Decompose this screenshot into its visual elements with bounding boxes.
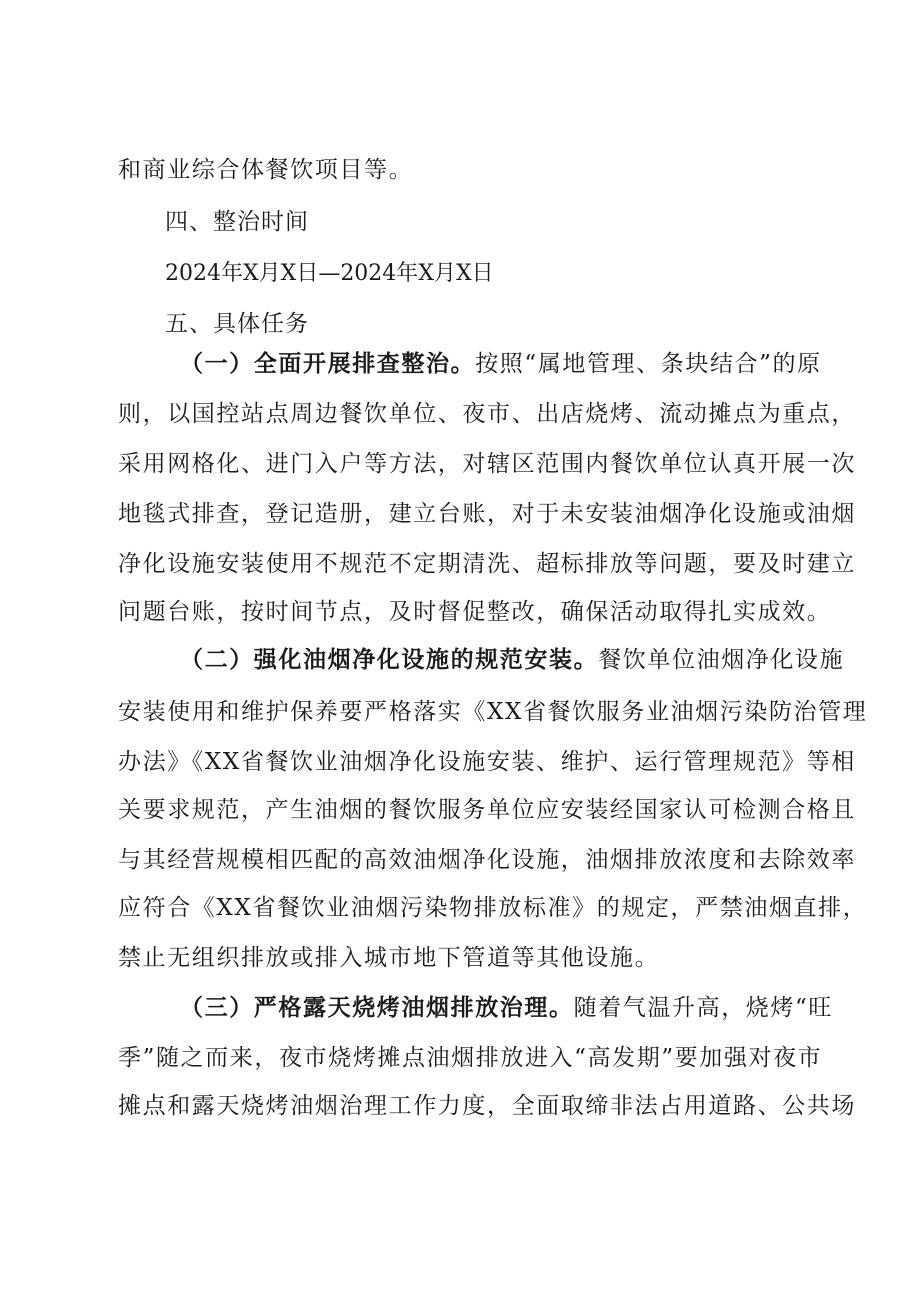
task3-line1-rest: 随着气温升高，烧烤“旺 bbox=[573, 995, 833, 1021]
task1-line1-rest: 按照“属地管理、条块结合”的原 bbox=[475, 351, 822, 377]
task2-line5: 与其经营规模相匹配的高效油烟净化设施，油烟排放浓度和去除效率 bbox=[118, 847, 856, 873]
task2-line1-rest: 餐饮单位油烟净化设施 bbox=[598, 647, 845, 673]
section4-time-range: 2024年X月X日—2024年X月X日 bbox=[165, 261, 494, 286]
task2-line4: 关要求规范，产生油烟的餐饮服务单位应安装经国家认可检测合格且 bbox=[118, 797, 856, 823]
task1-line2: 则，以国控站点周边餐饮单位、夜市、出店烧烤、流动摊点为重点， bbox=[118, 401, 856, 427]
task1-line4: 地毯式排查，登记造册，建立台账，对于未安装油烟净化设施或油烟 bbox=[118, 501, 856, 527]
task2-line2: 安装使用和维护保养要严格落实《XX省餐饮服务业油烟污染防治管理 bbox=[118, 699, 868, 725]
task1-line5: 净化设施安装使用不规范不定期清洗、超标排放等问题，要及时建立 bbox=[118, 551, 856, 577]
task2-line1 bbox=[0, 644, 920, 676]
section4-heading: 四、整治时间 bbox=[165, 209, 309, 235]
task2-line6: 应符合《XX省餐饮业油烟污染物排放标准》的规定，严禁油烟直排， bbox=[118, 895, 868, 921]
task1-line6: 问题台账，按时间节点，及时督促整改，确保活动取得扎实成效。 bbox=[118, 599, 832, 625]
task2-title: （二）强化油烟净化设施的规范安装。 bbox=[180, 647, 599, 673]
task2-line3: 办法》《XX省餐饮业油烟净化设施安装、维护、运行管理规范》等相 bbox=[118, 749, 856, 775]
task3-title: （三）严格露天烧烤油烟排放治理。 bbox=[180, 995, 574, 1021]
task2-line7: 禁止无组织排放或排入城市地下管道等其他设施。 bbox=[118, 945, 660, 971]
task1-line1 bbox=[0, 348, 920, 380]
intro-line: 和商业综合体餐饮项目等。 bbox=[118, 157, 414, 183]
task3-line3: 摊点和露天烧烤油烟治理工作力度，全面取缔非法占用道路、公共场 bbox=[118, 1093, 856, 1119]
task3-line1 bbox=[0, 992, 920, 1024]
task1-title: （一）全面开展排查整治。 bbox=[180, 351, 476, 377]
task3-line2: 季”随之而来，夜市烧烤摊点油烟排放进入“高发期”要加强对夜市 bbox=[118, 1045, 823, 1071]
task1-line3: 采用网格化、进门入户等方法，对辖区范围内餐饮单位认真开展一次 bbox=[118, 451, 856, 477]
section5-heading: 五、具体任务 bbox=[165, 311, 309, 337]
